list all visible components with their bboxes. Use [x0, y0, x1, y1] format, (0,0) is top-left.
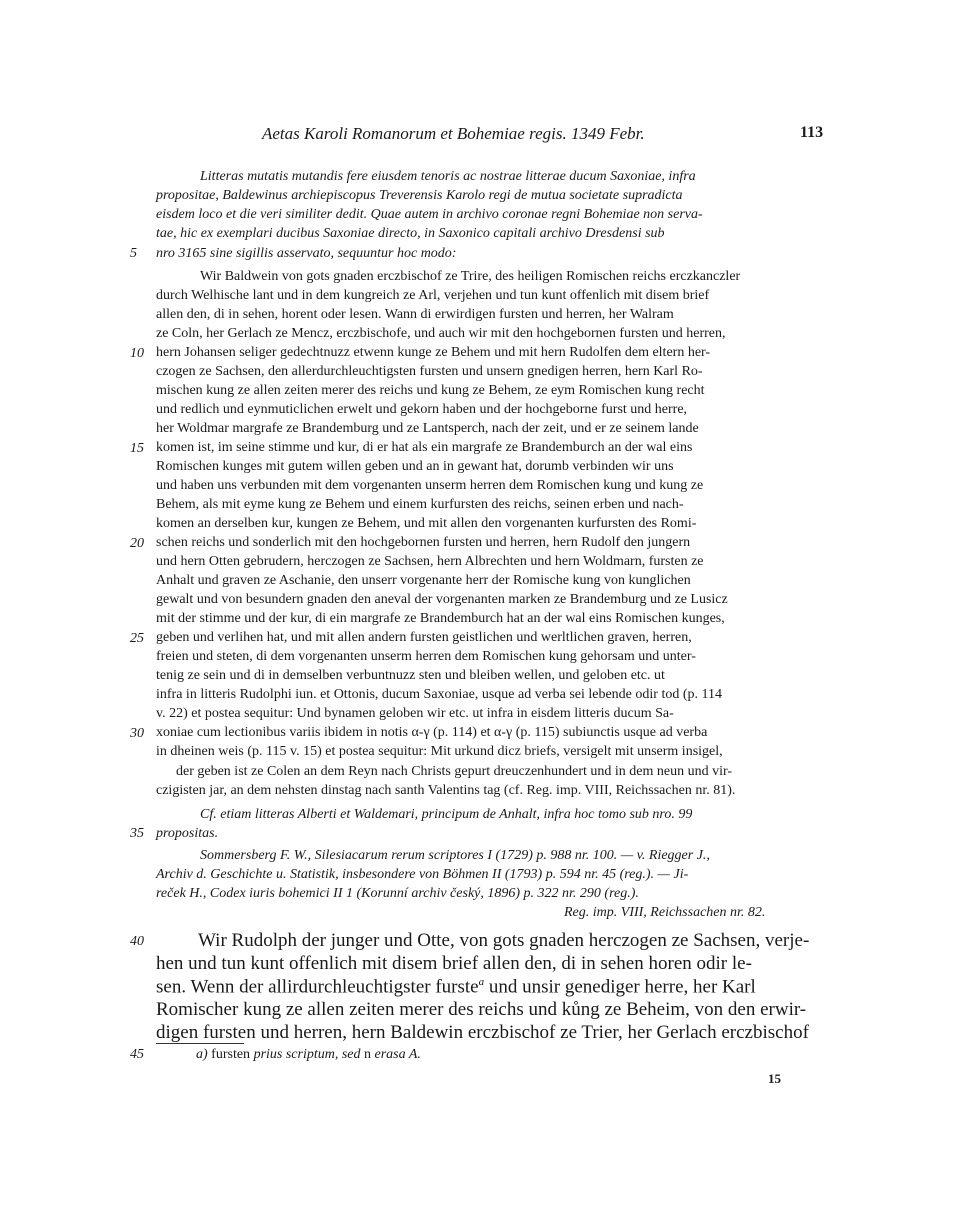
body-line: und redlich und eynmuticlichen erwelt und gekorn haben und der hochgeborne furst und herre,: [156, 402, 688, 417]
body-line: Anhalt und graven ze Aschanie, den unserr vorgenante herr der Romische kung von kunglichen: [156, 573, 691, 588]
intro-line: eisdem loco et die veri similiter dedit. Quae autem in archivo coronae regni Bohemiae non serva-: [156, 207, 703, 222]
footnote-marker: a: [478, 976, 485, 988]
line-number-10: 10: [130, 346, 144, 361]
footnote: a) fursten prius scriptum, sed n erasa A.: [196, 1047, 421, 1062]
body-line: Behem, als mit eyme kung ze Behem und einem kurfursten des reichs, seinen erben und nach-: [156, 497, 684, 512]
large-line: sen. Wenn der allirdurchleuchtigster furste$^a$ und unsir genediger herre, her Karl: [156, 976, 756, 998]
line-number-45: 45: [130, 1047, 144, 1062]
body-line: freien und steten, di dem vorgenanten unserm herren dem Romischen kung gehorsam und unter-: [156, 649, 696, 664]
line-number-35: 35: [130, 826, 144, 841]
body-line: czogen ze Sachsen, den allerdurchleuchtigsten fursten und unsern gnedigen herren, hern Karl Ro-: [156, 364, 703, 379]
body-line: v. 22) et postea sequitur: Und bynamen geloben wir etc. ut infra in eisdem litteris ducum Sa-: [156, 706, 674, 721]
line-number-5: 5: [130, 246, 137, 261]
body-line: czigisten jar, an dem nehsten dinstag nach santh Valentins tag (cf. Reg. imp. VIII, Reichssachen nr. 81).: [156, 783, 736, 798]
body-line: allen den, di in sehen, horent oder lesen. Wann di erwirdigen fursten und herren, her Walram: [156, 307, 674, 322]
line-number-15: 15: [130, 441, 144, 456]
page-number: 113: [800, 124, 824, 141]
body-line: mit der stimme und der kur, di ein margrafe ze Brandemburch hat an der wal eins Romischen kunges,: [156, 611, 725, 626]
body-line: hern Johansen seliger gedechtnuzz etwenn kunge ze Behem und mit hern Rudolfen dem eltern her-: [156, 345, 711, 360]
body-line: komen an derselben kur, kungen ze Behem, und mit allen den vorgenanten kurfursten des Romi-: [156, 516, 697, 531]
body-line: in dheinen weis (p. 115 v. 15) et postea sequitur: Mit urkund dicz briefs, versigelt mit unserm insigel,: [156, 744, 723, 759]
note-line: Cf. etiam litteras Alberti et Waldemari, principum de Anhalt, infra hoc tomo sub nro. 99: [200, 807, 693, 822]
body-line: her Woldmar margrafe ze Brandemburg und ze Lantsperch, nach der zeit, und er ze seinem lande: [156, 421, 699, 436]
note-line: Archiv d. Geschichte u. Statistik, insbesondere von Böhmen II (1793) p. 594 nr. 45 (reg.). — Ji-: [156, 867, 689, 882]
large-line: digen fursten und herren, hern Baldewin erczbischof ze Trier, her Gerlach erczbischof: [156, 1022, 809, 1043]
line-number-40: 40: [130, 934, 144, 949]
note-line: Sommersberg F. W., Silesiacarum rerum scriptores I (1729) p. 988 nr. 100. — v. Riegger J.,: [200, 848, 710, 863]
note-line: reček H., Codex iuris bohemici II 1 (Korunní archiv český, 1896) p. 322 nr. 290 (reg.).: [156, 886, 639, 901]
body-line: tenig ze sein und di in demselben verbuntnuzz sten und bleiben wellen, und geloben etc. ut: [156, 668, 665, 683]
body-line: Wir Baldwein von gots gnaden erczbischof ze Trire, des heiligen Romischen reichs erczkanczler: [200, 269, 741, 284]
line-number-20: 20: [130, 536, 144, 551]
note-line: propositas.: [156, 826, 219, 841]
large-line: Romischer kung ze allen zeiten merer des reichs und kůng ze Beheim, von den erwir-: [156, 999, 807, 1020]
intro-line: tae, hic ex exemplari ducibus Saxoniae directo, in Saxonico capitali archivo Dresdensi sub: [156, 226, 665, 241]
body-line: und haben uns verbunden mit dem vorgenanten unserm herren dem Romischen kung und kung ze: [156, 478, 704, 493]
body-line: ze Coln, her Gerlach ze Mencz, erczbischofe, und auch wir mit den hochgebornen fursten und herren,: [156, 326, 726, 341]
line-number-25: 25: [130, 631, 144, 646]
body-line: geben und verlihen hat, und mit allen andern fursten geistlichen und werltlichen graven, herren,: [156, 630, 692, 645]
body-line: gewalt und von besundern gnaden den aneval der vorgenanten marken ze Brandemburg und ze Lusicz: [156, 592, 728, 607]
footnote-rule: [156, 1043, 244, 1044]
intro-line: propositae, Baldewinus archiepiscopus Treverensis Karolo regi de mutua societate supradicta: [156, 188, 683, 203]
body-line: durch Welhische lant und in dem kungreich ze Arl, verjehen und tun kunt offenlich mit disem brief: [156, 288, 710, 303]
body-line: komen ist, im seine stimme und kur, di er hat als ein margrafe ze Brandemburch an der wal eins: [156, 440, 693, 455]
body-line: und hern Otten gebrudern, herczogen ze Sachsen, hern Albrechten und hern Woldmarn, fursten ze: [156, 554, 704, 569]
large-line: Wir Rudolph der junger und Otte, von gots gnaden herczogen ze Sachsen, verje-: [198, 930, 810, 951]
body-line: der geben ist ze Colen an dem Reyn nach Christs gepurt dreuczenhundert und in dem neun und vir-: [176, 764, 733, 779]
body-line: mischen kung ze allen zeiten merer des reichs und kung ze Behem, ze eym Romischen kung recht: [156, 383, 705, 398]
body-line: Romischen kunges mit gutem willen geben und an in gewant hat, dorumb verbinden wir uns: [156, 459, 674, 474]
note-line: Reg. imp. VIII, Reichssachen nr. 82.: [564, 905, 766, 920]
intro-line: nro 3165 sine sigillis asservato, sequuntur hoc modo:: [156, 246, 457, 261]
signature-mark: 15: [768, 1071, 781, 1086]
body-line: schen reichs und sonderlich mit den hochgebornen fursten und herren, hern Rudolf den jungern: [156, 535, 691, 550]
running-title: Aetas Karoli Romanorum et Bohemiae regis. 1349 Febr.: [262, 124, 645, 143]
body-line: infra in litteris Rudolphi iun. et Ottonis, ducum Saxoniae, usque ad verba sei lebende odir tod (p. 114: [156, 687, 722, 702]
line-number-30: 30: [130, 726, 144, 741]
large-line: hen und tun kunt offenlich mit disem brief allen den, di in sehen horen odir le-: [156, 953, 752, 974]
body-line: xoniae cum lectionibus variis ibidem in notis α-γ (p. 114) et α-γ (p. 115) subiunctis usque ad verba: [156, 725, 708, 740]
intro-line: Litteras mutatis mutandis fere eiusdem tenoris ac nostrae litterae ducum Saxoniae, infra: [200, 169, 696, 184]
